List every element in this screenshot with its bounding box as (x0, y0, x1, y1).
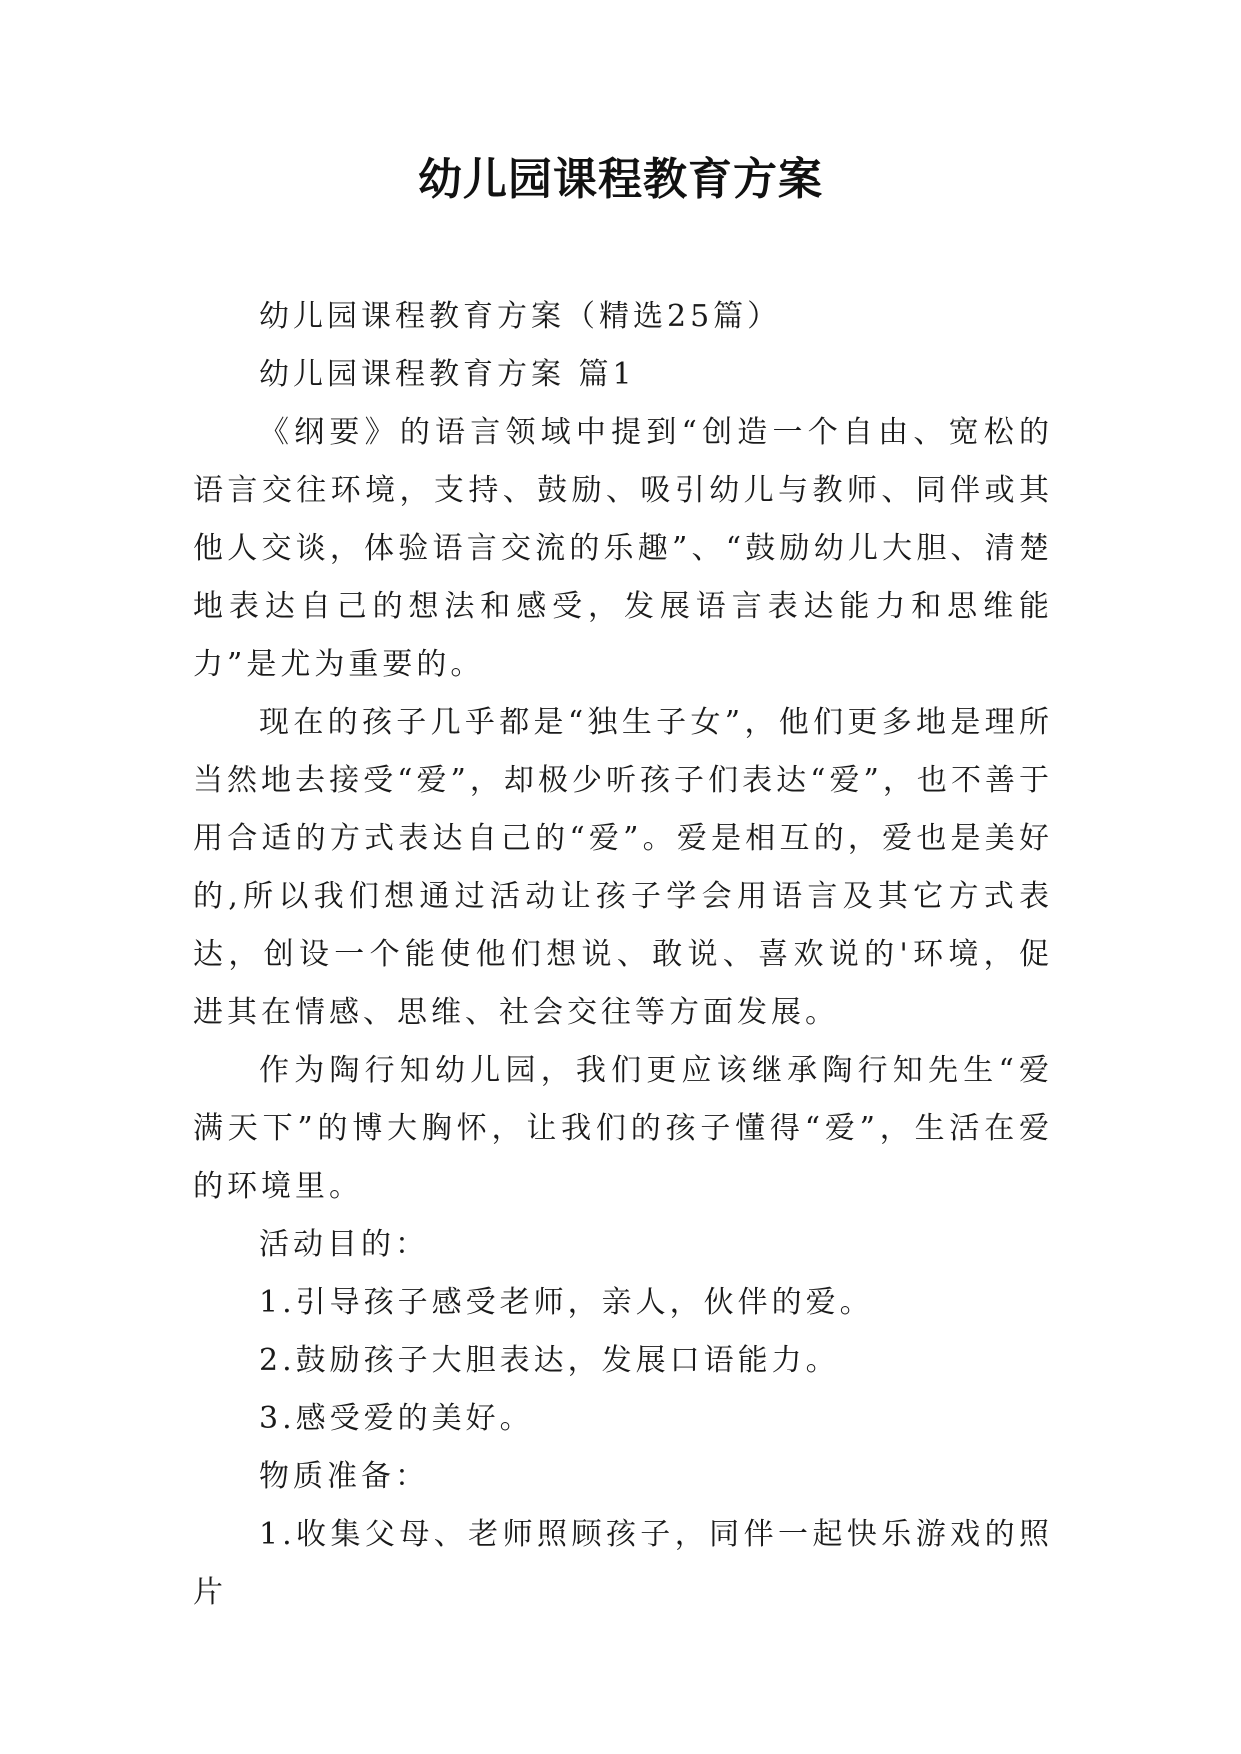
section-heading: 幼儿园课程教育方案 篇1 (259, 357, 636, 392)
document-body (193, 288, 1053, 1622)
document-title: 幼儿园课程教育方案 (418, 154, 823, 205)
subtitle-paragraph: 幼儿园课程教育方案（精选25篇） (259, 299, 782, 334)
body-paragraph: 作为陶行知幼儿园，我们更应该继承陶行知先生“爱满天下”的博大胸怀，让我们的孩子懂得“爱”，生活在爱的环境里。 (193, 1053, 1053, 1204)
body-paragraph: 现在的孩子几乎都是“独生子女”，他们更多地是理所当然地去接受“爱”，却极少听孩子们表达“爱”，也不善于用合适的方式表达自己的“爱”。爱是相互的，爱也是美好的,所以我们想通过活动让孩子学会用语言及其它方式表达，创设一个能使他们想说、敢说、喜欢说的'环境，促进其在情感、思维、社会交往等方面发展。 (193, 705, 1053, 1030)
body-paragraph: 《纲要》的语言领域中提到“创造一个自由、宽松的语言交往环境，支持、鼓励、吸引幼儿与教师、同伴或其他人交谈，体验语言交流的乐趣”、“鼓励幼儿大胆、清楚地表达自己的想法和感受，发展语言表达能力和思维能力”是尤为重要的。 (193, 415, 1053, 682)
list-item: 1.收集父母、老师照顾孩子，同伴一起快乐游戏的照片 (193, 1517, 1053, 1610)
list-item: 1.引导孩子感受老师，亲人，伙伴的爱。 (259, 1285, 874, 1320)
list-item: 3.感受爱的美好。 (259, 1401, 534, 1436)
list-item: 2.鼓励孩子大胆表达，发展口语能力。 (259, 1343, 840, 1378)
activity-goals-heading: 活动目的： (259, 1227, 429, 1262)
materials-heading: 物质准备： (259, 1459, 429, 1494)
